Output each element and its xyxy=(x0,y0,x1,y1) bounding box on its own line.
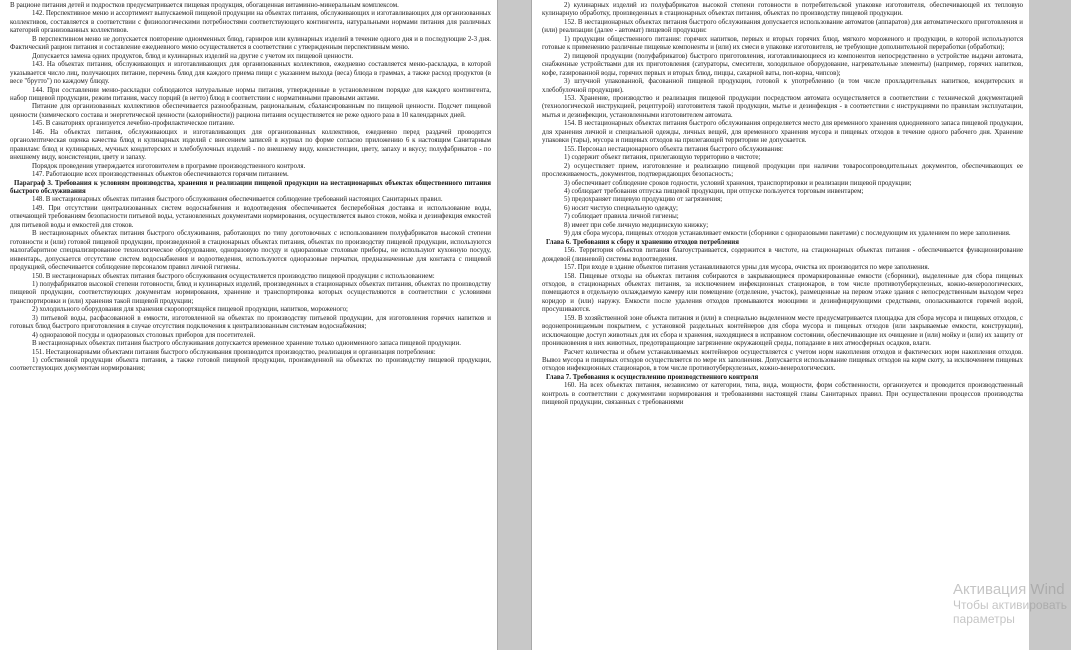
paragraph: 155. Персонал нестационарного объекта питания быстрого обслуживания: xyxy=(564,145,784,153)
paragraph: 152. В нестационарных объектах питания быстрого обслуживания допускается использование автоматов (аппаратов) для автоматического приготовления и (или) реализации (далее - автомат) пищевой продукции: xyxy=(542,18,1023,35)
paragraph: 1) полуфабрикатов высокой степени готовности, блюд и кулинарных изделий, произведенных в стационарных объектах питания, объектах по производству пищевой продукции, соответствующих документам нормирования, хранение и транспортировка которых осуществляются в соответствии с условиями транспортировки и (или) хранения такой пищевой продукции; xyxy=(10,280,491,305)
paragraph: В рационе питания детей и подростков предусматривается пищевая продукция, обогащенная витаминно-минеральным комплексом. xyxy=(10,2,399,9)
section-heading: Параграф 3. Требования к условиям производства, хранения и реализации пищевой продукции на нестационарных объектах общественного питания быстрого обслуживания xyxy=(10,179,491,195)
paragraph: В перспективном меню не допускается повторение одноименных блюд, гарниров или кулинарных изделий в течение одного дня и в последующие 2-3 дня. Фактический рацион питания и составление ежедневного меню осуществляется в соответствии с утвержденным перспективным меню. xyxy=(10,35,491,52)
section-heading: Глава 7. Требования к осуществлению производственного контроля xyxy=(546,373,759,381)
paragraph: 149. При отсутствии централизованных систем водоснабжения и водоотведения обеспечивается бесперебойная доставка и использование воды, отвечающей требованиям безопасности питьевой воды, установленных документами нормирования, осуществляется вывоз стоков, мойка и дезинфекция емкостей для питьевой воды и емкостей для стоков. xyxy=(10,204,491,229)
section-heading: Глава 6. Требования к сбору и хранению отходов потребления xyxy=(546,238,739,246)
paragraph: 154. В нестационарных объектах питания быстрого обслуживания определяется место для временного хранения однодневного запаса пищевой продукции, для хранения личной и специальной одежды, личных вещей, для временного хранения мусора и пищевых отходов в течение одного рабочего дня. Хранение упаковки (тары), мусора и пищевых отходов на прилегающей территории не допускается. xyxy=(542,120,1023,145)
paragraph: 157. При входе в здание объектов питания устанавливаются урны для мусора, очистка их производится по мере заполнения. xyxy=(564,264,930,272)
paragraph: 1) содержит объект питания, прилегающую территорию в чистоте; xyxy=(564,154,761,162)
paragraph: 2) холодильного оборудования для хранения скоропортящейся пищевой продукции, напитков, мороженого; xyxy=(32,306,348,314)
paragraph: 150. В нестационарных объектах питания быстрого обслуживания осуществляется производство пищевой продукции с использованием: xyxy=(32,272,435,280)
paragraph: 2) кулинарных изделий из полуфабрикатов высокой степени готовности в потребительской упаковке изготовителя, обеспечивающей их тепловую кулинарную обработку, произведенных в стационарных объектах питания, объектах по производству пищевой продукции. xyxy=(542,2,1023,18)
paragraph: 1) собственной продукции объекта питания, а также готовой пищевой продукции, произведенной на объектах по производству пищевой продукции, соответствующих документам нормирования; xyxy=(10,357,491,373)
paragraph: 3) штучной упакованной, фасованной пищевой продукции, готовой к употреблению (в том числе прохладительных напитков, кондитерских и хлебобулочной продукции). xyxy=(542,78,1023,94)
paragraph: 144. При составлении меню-раскладки соблюдаются натуральные нормы питания, утвержденные в установленном порядке для каждого контингента, набор пищевой продукции, режим питания, массу порций (в нетто) блюд в соответствии с нормативными правовыми актами. xyxy=(10,86,491,102)
paragraph: 146. На объектах питания, обслуживающих и изготавливающих для организованных коллективов, ежедневно перед раздачей проводится органолептическая оценка качества блюд и кулинарных изделий с внесением записей в журнал по форме согласно приложению 6 к настоящим Санитарным правилам: блюд и кулинарных, мучных кондитерских и хлебобулочных изделий - по внешнему виду, консистенции, цвету, запаху и вкусу; полуфабрикатов - по внешнему виду, консистенции, цвету и запаху. xyxy=(10,128,491,162)
paragraph: 156. Территория объектов питания благоустраивается, содержится в чистоте, на стационарных объектах питания - обеспечивается функционирование дождевой (ливневой) системы водоотведения. xyxy=(542,247,1023,263)
paragraph: 4) одноразовой посуды и одноразовых столовых приборов для посетителей. xyxy=(32,331,256,339)
paragraph: 4) соблюдает требования отпуска пищевой продукции, при отпуске пользуется торговым инвентарем; xyxy=(564,187,864,195)
paragraph: 8) имеет при себе личную медицинскую книжку; xyxy=(564,221,709,229)
paragraph: 5) предохраняет пищевую продукцию от загрязнения; xyxy=(564,196,723,204)
paragraph: 153. Хранение, производство и реализация пищевой продукции посредством автомата осуществляется в соответствии с технической документацией (технологической инструкцией, рецептурой) изготовителя такой продукции, мытье и дезинфекция - в соответствии с инструкциями по правилам эксплуатации, мытья и дезинфекции, установленными изготовителем автомата. xyxy=(542,94,1023,119)
paragraph: 3) обеспечивает соблюдение сроков годности, условий хранения, транспортировки и реализации пищевой продукции; xyxy=(564,179,912,187)
paragraph: 159. В хозяйственной зоне объекта питания и (или) в специально выделенном месте предусматривается площадка для сбора мусора и пищевых отходов, с водонепроницаемым покрытием, с установкой раздельных контейнеров для сбора мусора и пищевых отходов (или закрываемые емкости, конструкции), исключающие доступ животных для их сбора и хранения, находящиеся в исправном состоянии, обеспечивающие их очищение и (или) мойку и (или) их защиту от проникновения в них животных, предотвращающие загрязнение окружающей среды, попадание в них атмосферных осадков, влаги. xyxy=(542,314,1023,348)
paragraph: 7) соблюдает правила личной гигиены; xyxy=(564,213,679,221)
paragraph: В нестационарных объектах питания быстрого обслуживания допускается временное хранение только одноименного запаса пищевой продукции. xyxy=(32,340,462,348)
paragraph: 2) пищевой продукции (полуфабрикатов) быстрого приготовления, изготавливающиеся из компонентов непосредственно в устройстве выдачи автомата, снабженные устройствами для их приготовления (сатураторы, смесители, холодильное оборудование, нагревательные элементы) (например, горячих напитков, кофе, газированной воды, горячих первых и вторых блюд, пиццы, сахарной ваты, поп-корна, чипсов); xyxy=(542,52,1023,77)
paragraph: 6) носит чистую специальную одежду; xyxy=(564,204,678,212)
paragraph: 3) питьевой воды, расфасованной в емкости, изготовленной на объектах по производству питьевой продукции, для изготовления горячих напитков и готовых блюд быстрого приготовления в случае отсутствия подключения к централизованным системам водоснабжения; xyxy=(10,314,491,331)
paragraph: Порядок проведения утверждается изготовителем в программе производственного контроля. xyxy=(32,162,306,170)
paragraph: В нестационарных объектах питания быстрого обслуживания, работающих по типу доготовочных с использованием полуфабрикатов высокой степени готовности и (или) готовой пищевой продукции, произведенной в стационарных объектах питания, объектах по производству пищевой продукции, используются малогабаритное специализированное технологическое оборудование, одноразовую посуду и одноразовые столовые приборы, не используют кухонную посуду, инвентарь, допускается отсутствие систем водоснабжения и водоотведения, используются одноразовые перчатки, предназначенные для контакта с пищевой продукцией, обеспечивается соблюдение персоналом правил личной гигиены. xyxy=(10,230,491,272)
watermark-title: Активация Wind xyxy=(953,581,1065,598)
paragraph: Питание для организованных коллективов обеспечивается разнообразным, рациональным, сбалансированным по пищевой ценности. Подсчет пищевой ценности (химического состава и энергетической ценности (калорийности)) рациона питания осуществляется не реже одного раза в 10 календарных дней. xyxy=(10,103,491,119)
document-page-left[interactable] xyxy=(0,0,498,650)
watermark-subtitle-2: параметры xyxy=(953,612,1015,626)
paragraph: 1) продукции общественного питания: горячих напитков, первых и вторых горячих блюд, мягкого мороженого и продукции, в которой используются готовые к применению различные пищевые компоненты и (или) их смеси в упаковке изготовителя, не требующие дополнительной переработки (обработки); xyxy=(542,35,1023,52)
paragraph: 160. На всех объектах питания, независимо от категории, типа, вида, мощности, форм собственности, организуется и проводится производственный контроль в соответствии с документами нормирования и требованиями настоящей главы Санитарных правил. При осуществлении процессов производства пищевой продукции, связанных с требованиями xyxy=(542,382,1023,407)
document-page-right[interactable] xyxy=(531,0,1029,650)
paragraph: 143. На объектах питания, обслуживающих и изготавливающих для организованных коллективов, ежедневно составляется меню-раскладка, в которой указывается число лиц, получающих питание, перечень блюд для каждого приема пищи с указанием выхода (веса) блюда в граммах, а также расход продуктов (в весе "брутто") по каждому блюду. xyxy=(10,61,491,86)
watermark-subtitle: Чтобы активировать xyxy=(953,598,1067,612)
paragraph: Расчет количества и объем устанавливаемых контейнеров осуществляется с учетом норм накопления отходов и фактических норм накопления отходов. Вывоз мусора и пищевых отходов осуществляется по мере их заполнения. Допускается использование пищевых отходов на корм скоту, за исключением пищевых отходов инфекционных стационаров, в том числе противотуберкулезных, кожно-венерологических. xyxy=(542,348,1023,373)
paragraph: 151. Нестационарными объектами питания быстрого обслуживания производится производство, реализация и организация потребления: xyxy=(32,348,436,356)
paragraph: 2) осуществляет прием, изготовление и реализацию пищевой продукции при наличии товаросопроводительных документов, обеспечивающих ее прослеживаемость, документов, подтверждающих безопасность; xyxy=(542,162,1023,179)
paragraph: 9) для сбора мусора, пищевых отходов устанавливает емкости (сборники с одноразовыми пакетами) с последующим их удалением по мере заполнения. xyxy=(564,230,1011,238)
paragraph: Допускается замена одних продуктов, блюд и кулинарных изделий на другие с учетом их пищевой ценности. xyxy=(32,52,354,60)
paragraph: 147. Работающие всех производственных объектов обеспечиваются горячим питанием. xyxy=(32,171,289,179)
paragraph: 142. Перспективное меню и ассортимент выпускаемой пищевой продукции на объектах питания, обслуживающих и изготавливающих для организованных коллективов, составляется в соответствии с физиологическими потребностями соответствующего контингента, натуральными нормами питания для различных категорий организованных коллективов. xyxy=(10,10,491,35)
paragraph: 158. Пищевые отходы на объектах питания собираются в закрывающиеся промаркированные емкости (сборники), выделенные для сбора пищевых отходов, в стационарных объектах питания, за исключением инфекционных стационаров, в том числе противотуберкулезных, кожно-венерологических, помещаются в отдельную охлаждаемую камеру или помещение (отделение, участок), размещенные на первом этаже здания с непосредственным выходом через коридор и (или) наружу. Емкости после удаления отходов промываются моющими и дезинфицирующими средствами, ополаскиваются горячей водой, просушиваются. xyxy=(542,272,1023,314)
paragraph: 145. В санаториях организуется лечебно-профилактическое питание. xyxy=(32,120,235,128)
paragraph: 148. В нестационарных объектах питания быстрого обслуживания обеспечивается соблюдение требований настоящих Санитарных правил. xyxy=(32,196,443,204)
